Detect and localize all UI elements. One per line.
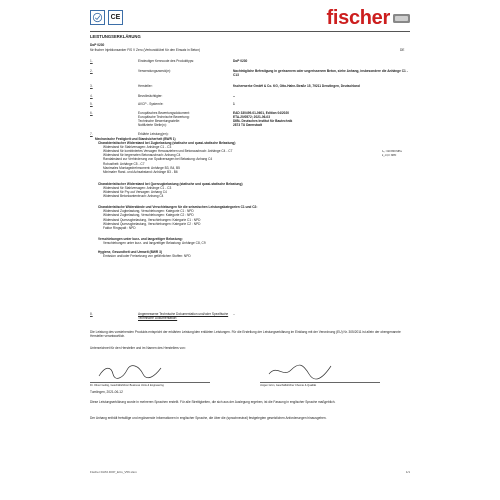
row-7 — [90, 132, 410, 136]
row-number: 3. — [90, 84, 93, 88]
list-item: Widerstand Zugbelastung, Verschiebungen: Kategorie C2 : NPD — [103, 213, 194, 218]
row-label: AVCP - System/e: — [138, 102, 164, 106]
logo-group — [90, 10, 123, 25]
row-5 — [90, 102, 410, 106]
list-item: Widerstand Zugbelastung, Verschiebungen: Kategorie C1 : NPD — [103, 209, 194, 214]
row-label: Europäisches Bewertungsdokument: — [138, 111, 190, 115]
side-values — [382, 150, 412, 158]
list-item: Widerstand für Pry-out Versagen: Anhang C4 — [103, 190, 167, 195]
row-2 — [90, 69, 410, 77]
row-label: Erklärte Leistung(en): — [138, 132, 169, 136]
row-label: Bevollmächtigter: — [138, 94, 163, 98]
performance-section — [95, 137, 410, 258]
brand-logo — [327, 7, 411, 29]
row-value: DoP 0230 — [233, 59, 248, 63]
bwr1-heading: Mechanische Festigkeit und Standsicherheit (BWR 1) — [95, 137, 176, 141]
row-number: 7. — [90, 132, 93, 136]
row-number: 6. — [90, 111, 93, 115]
row-value: EAD 330499-01-0601, Edition 04/2020 — [233, 111, 289, 115]
row-6 — [90, 111, 410, 127]
row-number: 8. — [90, 312, 93, 316]
hygiene-heading: Hygiene, Gesundheit und Umwelt (BWR 3) — [98, 249, 162, 254]
list-item: Verschiebungen unter kurz- und langzeitiger Belastung: Anhänge C8, C9 — [103, 240, 206, 245]
row-number: 1. — [90, 59, 93, 63]
list-item: Widerstand Querzugbelastung, Verschiebungen: Kategorie C1 : NPD — [103, 217, 201, 222]
language-note: Diese Leistungserklärung wurde in mehreren Sprachen erstellt. Für alle Streitigkeiten, die sich aus der Auslegung ergeben, ist die Fassung in englischer Sprache maßgeblich. — [90, 400, 336, 404]
row-label: Angemessene Technische Dokumentation und/oder Spezifische Technische Dokumentation: — [138, 312, 229, 321]
signature-line-right — [260, 382, 380, 383]
conformity-statement: Die Leistung des vorstehenden Produkts entspricht der erklärten Leistung/den erklärten Leistungen. Für die Erstellung der Leistungserklärung im Einklang mit der Verordnung (EU) Nr. 305/2011 ist allein der obengenannte Hersteller verantwortlich. — [90, 330, 401, 339]
row-value: DIBt- Deutsches Institut für Bautechnik — [233, 119, 293, 124]
page-footer — [90, 470, 410, 474]
list-item: Maximales Montagedrehmoment: Anhänge B3, B4, B5 — [103, 165, 180, 170]
row-label: Verwendungszweck(e): — [138, 69, 171, 73]
spacer — [95, 230, 410, 237]
footer-file: Fischer DATA DOP_ECs_V56.xlsm — [90, 470, 137, 474]
hygiene-list — [95, 254, 410, 258]
list-item: Widerstand für Stahlversagen: Anhänge C1 - C3 — [103, 185, 172, 190]
place-date: Tumlingen, 2021-06-12 — [90, 390, 123, 394]
dop-number: DoP 0230 — [90, 43, 105, 47]
header-rule — [90, 31, 410, 32]
subtitle: für fischer Injektionsanker FIS V Zero (Verbunddübel für den Einsatz in Beton) — [90, 48, 201, 52]
annex-note: Der Anhang enthält freiwillige und ergänzende Informationen in englischer Sprache, die über die (sprachneutral) festgelegten gesetzlichen Anforderungen hinausgehen. — [90, 416, 327, 420]
list-item: Minimaler Rand- und Achsabstand: Anhänge B3 - B6 — [103, 169, 178, 174]
row-1 — [90, 59, 410, 63]
static-list — [95, 145, 410, 174]
quality-seal-icon — [90, 10, 105, 25]
row-number: 5. — [90, 102, 93, 106]
row-labels — [138, 111, 233, 127]
page-title: LEISTUNGSERKLÄRUNG — [90, 34, 141, 39]
row-values — [233, 111, 410, 127]
row-value: Nachträgliche Befestigung in gerissenem oder ungerissenem Beton, siehe Anhang, insbesondere die Anhänge C1 - C13 — [233, 69, 408, 78]
list-item: Emission und/oder Freisetzung von gefährlichen Stoffen: NPD — [103, 254, 191, 259]
signature-line-left — [90, 382, 210, 383]
spacer — [95, 174, 410, 182]
shear-heading: Charakteristischer Widerstand bei Querzugbelastung (statische und quasi-statische Belastung) — [98, 181, 243, 186]
list-item: Faktor Ringspalt : NPD — [103, 225, 136, 230]
ce-mark-label: CE — [110, 14, 121, 21]
row-8 — [90, 312, 410, 320]
row-4 — [90, 94, 410, 98]
row-label: Europäische Technische Bewertung: — [138, 115, 190, 120]
side-value: fᵤₖ: 310 800 MPa — [382, 150, 402, 153]
list-item: Randabstand zur Verhinderung von Spaltversagen bei Belastung: Anhang C4 — [103, 157, 213, 162]
brand-name: fischer — [326, 7, 390, 29]
shear-list — [95, 186, 410, 198]
signature-left — [95, 362, 165, 382]
signatory-right: Jürgen Grün, Geschäftsführer Chemie & Qualität — [260, 384, 317, 387]
language-code: DE — [400, 48, 405, 52]
seismic-list — [95, 209, 410, 229]
row-number: 2. — [90, 69, 93, 73]
signatory-left: Dr. Oliver Geibig, Geschäftsführer Business Units & Engineering — [90, 384, 164, 387]
list-item: Widerstand für kombiniertes Versagen Herausziehen und Betonausbruch: Anhänge C4 - C7 — [103, 149, 233, 154]
list-item: Widerstand Querzugbelastung, Verschiebungen: Kategorie C2 : NPD — [103, 221, 201, 226]
list-item: Widerstand Betonkantenbruch: Anhang C4 — [103, 194, 164, 199]
row-value: 1 — [233, 102, 235, 106]
row-value: ETA-20/0572; 2021-06-03 — [233, 115, 270, 120]
list-item: Robustheit: Anhänge C5 - C7 — [103, 161, 145, 166]
long-term-heading: Verschiebungen unter kurz- und langzeitiger Belastung: — [98, 236, 183, 241]
side-value: k_cr,N: NPD — [382, 154, 397, 157]
row-label: Hersteller: — [138, 84, 153, 88]
list-item: Widerstand für Stahlversagen: Anhänge C1 - C3 — [103, 145, 172, 150]
brand-badge-icon — [393, 14, 410, 23]
row-value: -- — [233, 312, 236, 316]
seal-icon — [92, 12, 103, 23]
footer-page: 1/1 — [405, 470, 410, 474]
row-label: Technische Bewertungsstelle: — [138, 119, 180, 124]
list-item: Widerstand für begrenzten Betonausbruch: Anhang C4 — [103, 153, 181, 158]
row-value: 2873 TU Darmstadt — [233, 123, 262, 128]
signature-right — [265, 362, 335, 382]
row-label: Eindeutiger Kenncode des Produkttyps: — [138, 59, 194, 63]
signed-for: Unterzeichnet für den Hersteller und im Namen des Herstellers von: — [90, 346, 186, 350]
row-label: Notifizierte Stelle(n): — [138, 123, 167, 128]
row-number: 4. — [90, 94, 93, 98]
row-3 — [90, 84, 410, 88]
row-value: -- — [233, 94, 236, 98]
row-value: fischerwerke GmbH & Co. KG, Otto-Hahn-Straße 15, 79211 Denzlingen, Deutschland — [233, 84, 360, 88]
ce-mark-icon — [108, 10, 123, 25]
static-heading: Charakteristischer Widerstand bei Zugbelastung (statische und quasi-statische Belastung) — [98, 141, 236, 146]
spacer — [95, 198, 410, 205]
seismic-heading: Charakteristische Widerstände und Verschiebungen für die seismischen Leistungskategorien C1 und C2: — [98, 205, 258, 210]
